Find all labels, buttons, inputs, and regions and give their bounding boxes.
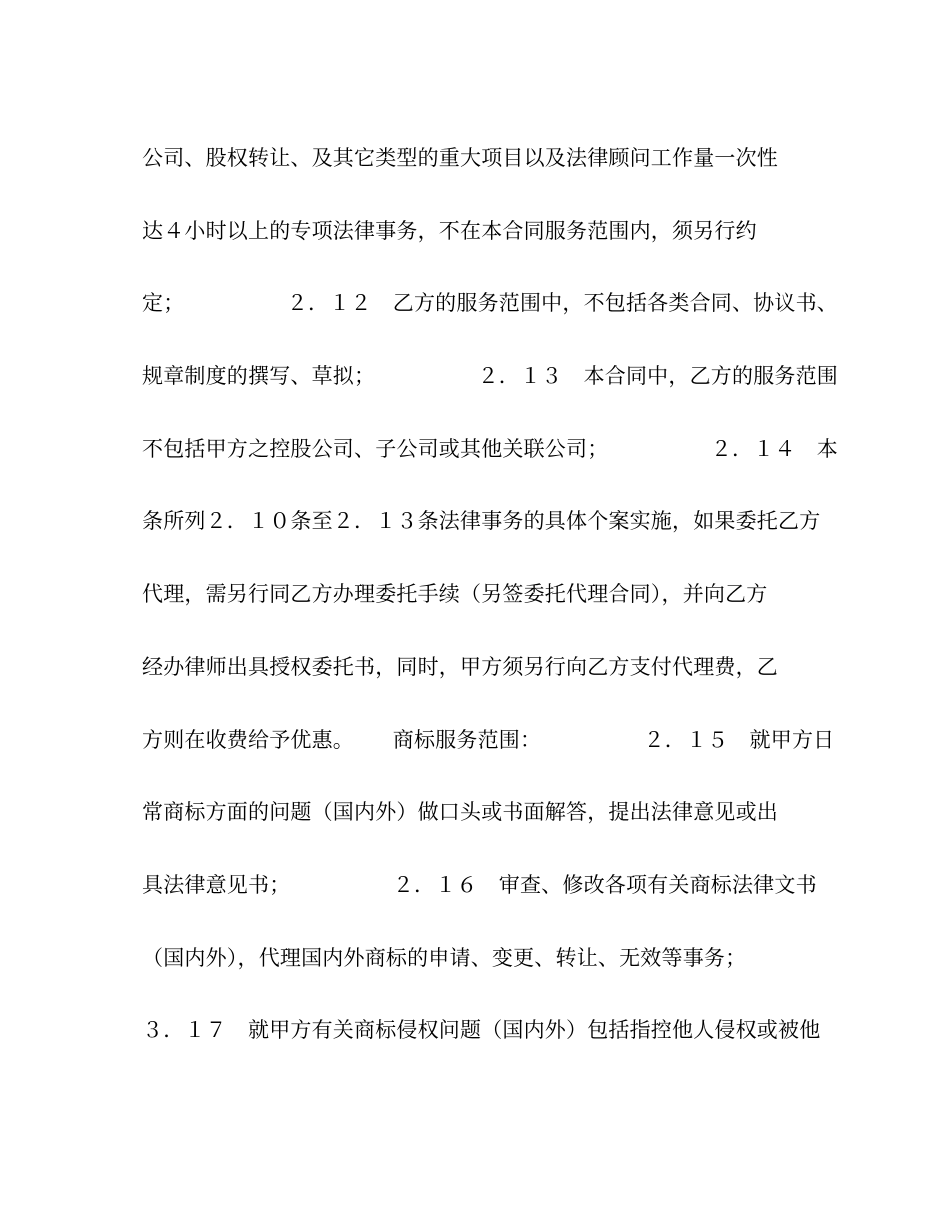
text-line: 方则在收费给予优惠。 商标服务范围： ２．１５ 就甲方日 [142,727,835,752]
text-line: 不包括甲方之控股公司、子公司或其他关联公司； ２．１４ 本 [142,436,838,461]
text-line: 经办律师出具授权委托书，同时，甲方须另行向乙方支付代理费，乙 [142,654,778,679]
text-line: ３．１７ 就甲方有关商标侵权问题（国内外）包括指控他人侵权或被他 [142,1018,821,1043]
text-line: 达４小时以上的专项法律事务，不在本合同服务范围内，须另行约 [142,218,757,243]
text-line: 常商标方面的问题（国内外）做口头或书面解答，提出法律意见或出 [142,800,778,825]
text-line: 定； ２．１２ 乙方的服务范围中，不包括各类合同、协议书、 [142,291,838,316]
text-line: 代理，需另行同乙方办理委托手续（另签委托代理合同），并向乙方 [142,582,768,607]
text-line: （国内外），代理国内外商标的申请、变更、转让、无效等事务； [142,945,747,970]
document-body [142,136,838,1081]
text-line: 公司、股权转让、及其它类型的重大项目以及法律顾问工作量一次性 [142,146,778,170]
text-line: 规章制度的撰写、草拟； ２．１３ 本合同中，乙方的服务范围 [142,364,838,389]
text-line: 具法律意见书； ２．１６ 审查、修改各项有关商标法律文书 [142,872,817,897]
text-line: 条所列２．１０条至２．１３条法律事务的具体个案实施，如果委托乙方 [142,509,821,534]
